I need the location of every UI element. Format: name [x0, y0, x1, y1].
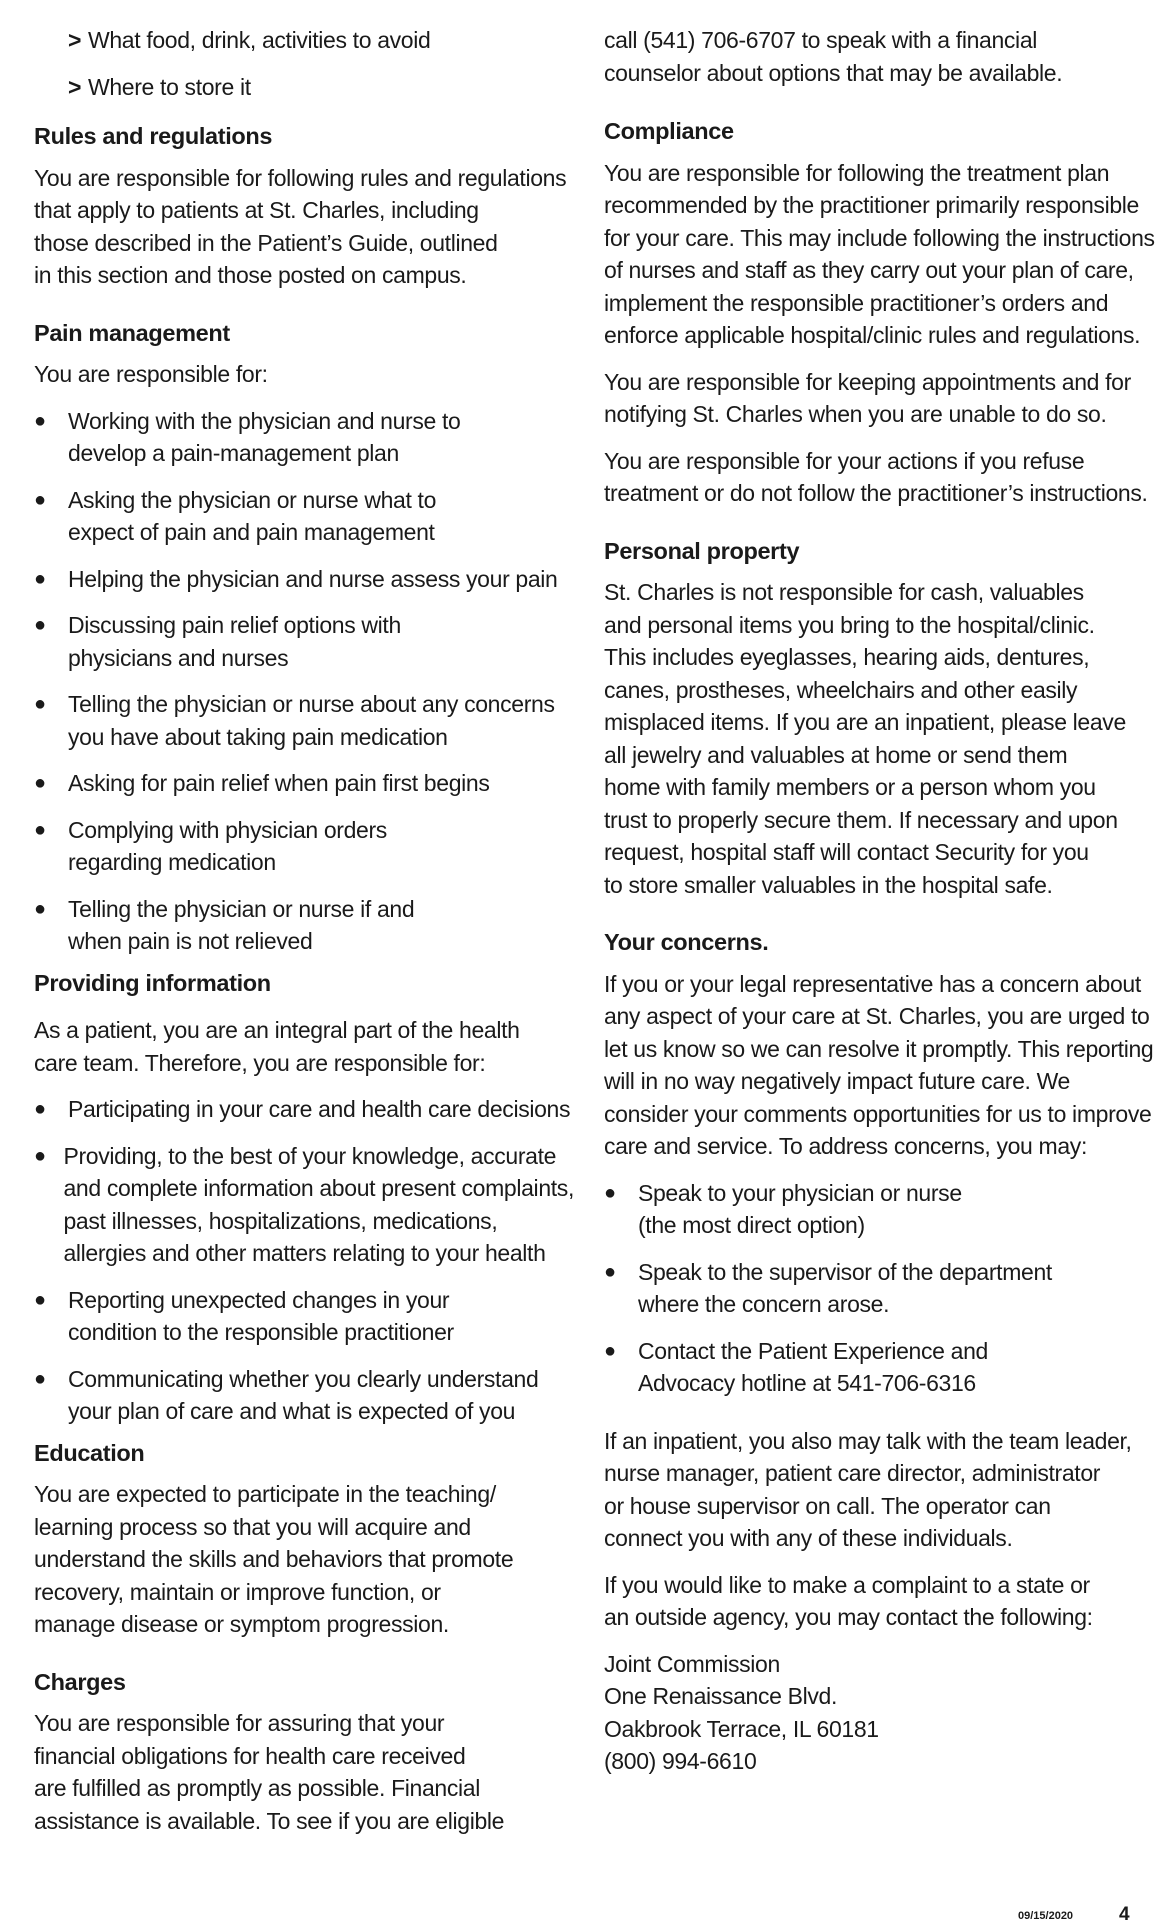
text-line: Advocacy hotline at 541-706-6316: [638, 1370, 976, 1396]
text-line: If an inpatient, you also may talk with the team leader,: [604, 1427, 1132, 1454]
list-item: [604, 1256, 1144, 1321]
text-line: (800) 994-6610: [604, 1748, 757, 1774]
compliance-heading: Compliance: [604, 118, 734, 144]
right-column: [604, 24, 1155, 1778]
text-line: physicians and nurses: [68, 644, 289, 671]
appointments-paragraph: [604, 366, 1144, 431]
text-line: counselor about options that may be available.: [604, 59, 1063, 86]
refusal-paragraph: [604, 445, 1148, 510]
bullet-marker: ●: [34, 1098, 47, 1120]
text-line: for your care. This may include following the instructions: [604, 224, 1155, 251]
list-item: [34, 484, 574, 549]
bullet-marker: ●: [34, 772, 47, 794]
text-line: regarding medication: [68, 849, 276, 875]
text-line: You are responsible for following rules and regulations: [34, 164, 567, 191]
bullet-marker: ●: [604, 1260, 617, 1283]
text-line: and personal items you bring to the hospital/clinic.: [604, 611, 1095, 638]
pain-intro: You are responsible for:: [34, 361, 268, 387]
rules-heading: Rules and regulations: [34, 123, 273, 149]
bullet-marker: ●: [34, 1144, 47, 1167]
text-line: Working with the physician and nurse to: [68, 407, 461, 434]
text-line: Reporting unexpected changes in your: [68, 1286, 450, 1313]
text-line: If you would like to make a complaint to a state or: [604, 1571, 1090, 1598]
text-line: connect you with any of these individuals.: [604, 1525, 1013, 1551]
text-line: develop a pain-management plan: [68, 440, 399, 466]
text-line: Asking the physician or nurse what to: [68, 486, 437, 513]
bullet-marker: ●: [34, 567, 47, 590]
agency-address: [604, 1648, 1144, 1778]
text-line: are fulfilled as promptly as possible. Financial: [34, 1775, 480, 1801]
bullet-marker: ●: [34, 897, 47, 920]
text-line: where the concern arose.: [638, 1291, 890, 1317]
text-line: Discussing pain relief options with: [68, 612, 401, 638]
text-line: you have about taking pain medication: [68, 723, 448, 750]
text-line: will in no way negatively impact future care. We: [604, 1068, 1070, 1094]
text-line: treatment or do not follow the practitioner’s instructions.: [604, 480, 1148, 506]
property-paragraph: [604, 576, 1144, 901]
complaint-paragraph: [604, 1569, 1144, 1634]
list-item: [34, 24, 574, 57]
info-heading: Providing information: [34, 969, 271, 996]
text-line: care and service. To address concerns, you may:: [604, 1133, 1087, 1159]
list-item: [34, 609, 574, 674]
text-line: an outside agency, you may contact the following:: [604, 1604, 1093, 1630]
text-line: enforce applicable hospital/clinic rules and regulations.: [604, 322, 1141, 348]
text-line: You are expected to participate in the teaching/: [34, 1481, 496, 1507]
text-line: that apply to patients at St. Charles, including: [34, 197, 479, 223]
bullet-marker: ●: [604, 1339, 617, 1362]
arrow-marker: >: [68, 73, 82, 100]
text-line: manage disease or symptom progression.: [34, 1611, 449, 1637]
text-line: condition to the responsible practitioner: [68, 1319, 454, 1345]
list-item: [34, 563, 574, 596]
charges-paragraph: [34, 1707, 574, 1837]
list-item: [604, 1177, 1144, 1242]
text-line: St. Charles is not responsible for cash, valuables: [604, 579, 1084, 605]
text-line: misplaced items. If you are an inpatient, please leave: [604, 709, 1126, 735]
education-paragraph: [34, 1478, 574, 1641]
text-line: implement the responsible practitioner’s orders and: [604, 289, 1109, 316]
text-line: canes, prostheses, wheelchairs and other easily: [604, 676, 1078, 703]
inpatient-paragraph: [604, 1425, 1144, 1555]
list-item: [34, 893, 574, 958]
list-item: [34, 1093, 574, 1126]
text-line: You are responsible for assuring that your: [34, 1710, 445, 1736]
bullet-marker: ●: [34, 818, 47, 841]
intro-list: [34, 24, 574, 103]
text-line: You are responsible for keeping appointments and for: [604, 368, 1131, 395]
text-line: If you or your legal representative has a concern about: [604, 970, 1141, 997]
compliance-paragraph: [604, 157, 1155, 352]
text-line: Speak to your physician or nurse: [638, 1179, 962, 1206]
text-line: understand the skills and behaviors that promote: [34, 1546, 514, 1572]
text-line: assistance is available. To see if you are eligible: [34, 1807, 505, 1834]
text-line: or house supervisor on call. The operator can: [604, 1492, 1051, 1519]
text-line: Participating in your care and health care decisions: [68, 1096, 571, 1122]
arrow-marker: >: [68, 27, 82, 53]
page-number: 4: [1119, 1904, 1130, 1925]
text-line: Contact the Patient Experience and: [638, 1337, 988, 1364]
text-line: One Renaissance Blvd.: [604, 1683, 838, 1709]
list-item: [34, 1363, 574, 1428]
text-line: recommended by the practitioner primarily responsible: [604, 192, 1139, 218]
rules-paragraph: [34, 162, 574, 292]
education-heading: Education: [34, 1439, 145, 1466]
text-line: Telling the physician or nurse if and: [68, 895, 415, 922]
concerns-paragraph: [604, 968, 1154, 1163]
bullet-marker: ●: [34, 409, 47, 432]
list-item: [34, 814, 574, 879]
text-line: This includes eyeglasses, hearing aids, dentures,: [604, 644, 1090, 670]
text-line: Communicating whether you clearly understand: [68, 1365, 539, 1392]
bullet-marker: ●: [34, 1367, 47, 1390]
text-line: financial obligations for health care received: [34, 1742, 466, 1769]
text-line: request, hospital staff will contact Security for you: [604, 839, 1089, 865]
text-line: past illnesses, hospitalizations, medications,: [63, 1207, 498, 1234]
concerns-heading: Your concerns.: [604, 929, 769, 955]
text-line: Providing, to the best of your knowledge, accurate: [63, 1142, 557, 1169]
text-line: Speak to the supervisor of the department: [638, 1258, 1052, 1285]
list-item-text: Where to store it: [88, 73, 251, 100]
text-line: Asking for pain relief when pain first begins: [68, 770, 490, 796]
info-list: [34, 1093, 574, 1428]
text-line: of nurses and staff as they carry out your plan of care,: [604, 257, 1134, 283]
text-line: Telling the physician or nurse about any concerns: [68, 691, 555, 717]
left-column: [34, 24, 574, 1837]
text-line: You are responsible for your actions if you refuse: [604, 447, 1085, 474]
text-line: Complying with physician orders: [68, 816, 387, 843]
text-line: As a patient, you are an integral part of the health: [34, 1017, 520, 1043]
list-item-text: What food, drink, activities to avoid: [88, 27, 431, 53]
text-line: consider your comments opportunities for us to improve: [604, 1100, 1152, 1127]
bullet-marker: ●: [34, 693, 47, 715]
text-line: recovery, maintain or improve function, or: [34, 1578, 441, 1605]
text-line: home with family members or a person whom you: [604, 774, 1096, 800]
text-line: when pain is not relieved: [68, 928, 313, 954]
pain-heading: Pain management: [34, 319, 230, 346]
list-item: [604, 1335, 1144, 1400]
text-line: Joint Commission: [604, 1650, 780, 1677]
list-item: [34, 688, 574, 753]
info-paragraph: [34, 1014, 574, 1079]
bullet-marker: ●: [34, 614, 47, 636]
text-line: care team. Therefore, you are responsible for:: [34, 1049, 486, 1076]
charges-heading: Charges: [34, 1668, 126, 1695]
text-line: Helping the physician and nurse assess your pain: [68, 565, 558, 592]
charges-continued: [604, 24, 1144, 89]
text-line: You are responsible for following the treatment plan: [604, 159, 1110, 186]
text-line: let us know so we can resolve it promptly. This reporting: [604, 1035, 1154, 1062]
text-line: trust to properly secure them. If necessary and upon: [604, 806, 1118, 833]
text-line: notifying St. Charles when you are unable to do so.: [604, 401, 1107, 427]
list-item: [34, 767, 574, 800]
bullet-marker: ●: [604, 1181, 617, 1204]
list-item: [34, 71, 574, 104]
text-line: Oakbrook Terrace, IL 60181: [604, 1715, 879, 1742]
text-line: any aspect of your care at St. Charles, you are urged to: [604, 1003, 1150, 1029]
text-line: allergies and other matters relating to your health: [63, 1240, 546, 1266]
text-line: your plan of care and what is expected of you: [68, 1398, 516, 1424]
text-line: in this section and those posted on campus.: [34, 262, 467, 288]
text-line: learning process so that you will acquire and: [34, 1513, 471, 1540]
text-line: expect of pain and pain management: [68, 519, 435, 545]
list-item: [34, 405, 574, 470]
text-line: (the most direct option): [638, 1212, 865, 1238]
text-line: call (541) 706-6707 to speak with a financial: [604, 27, 1038, 53]
text-line: all jewelry and valuables at home or send them: [604, 741, 1068, 768]
list-item: [34, 1140, 574, 1270]
bullet-marker: ●: [34, 488, 47, 511]
text-line: those described in the Patient’s Guide, outlined: [34, 229, 498, 256]
pain-list: [34, 405, 574, 958]
text-line: nurse manager, patient care director, administrator: [604, 1460, 1101, 1486]
concerns-list: [604, 1177, 1144, 1400]
footer-date: 09/15/2020: [1018, 1910, 1074, 1922]
text-line: to store smaller valuables in the hospital safe.: [604, 871, 1053, 898]
property-heading: Personal property: [604, 537, 800, 564]
text-line: and complete information about present complaints,: [63, 1175, 574, 1201]
list-item: [34, 1284, 574, 1349]
bullet-marker: ●: [34, 1288, 47, 1311]
